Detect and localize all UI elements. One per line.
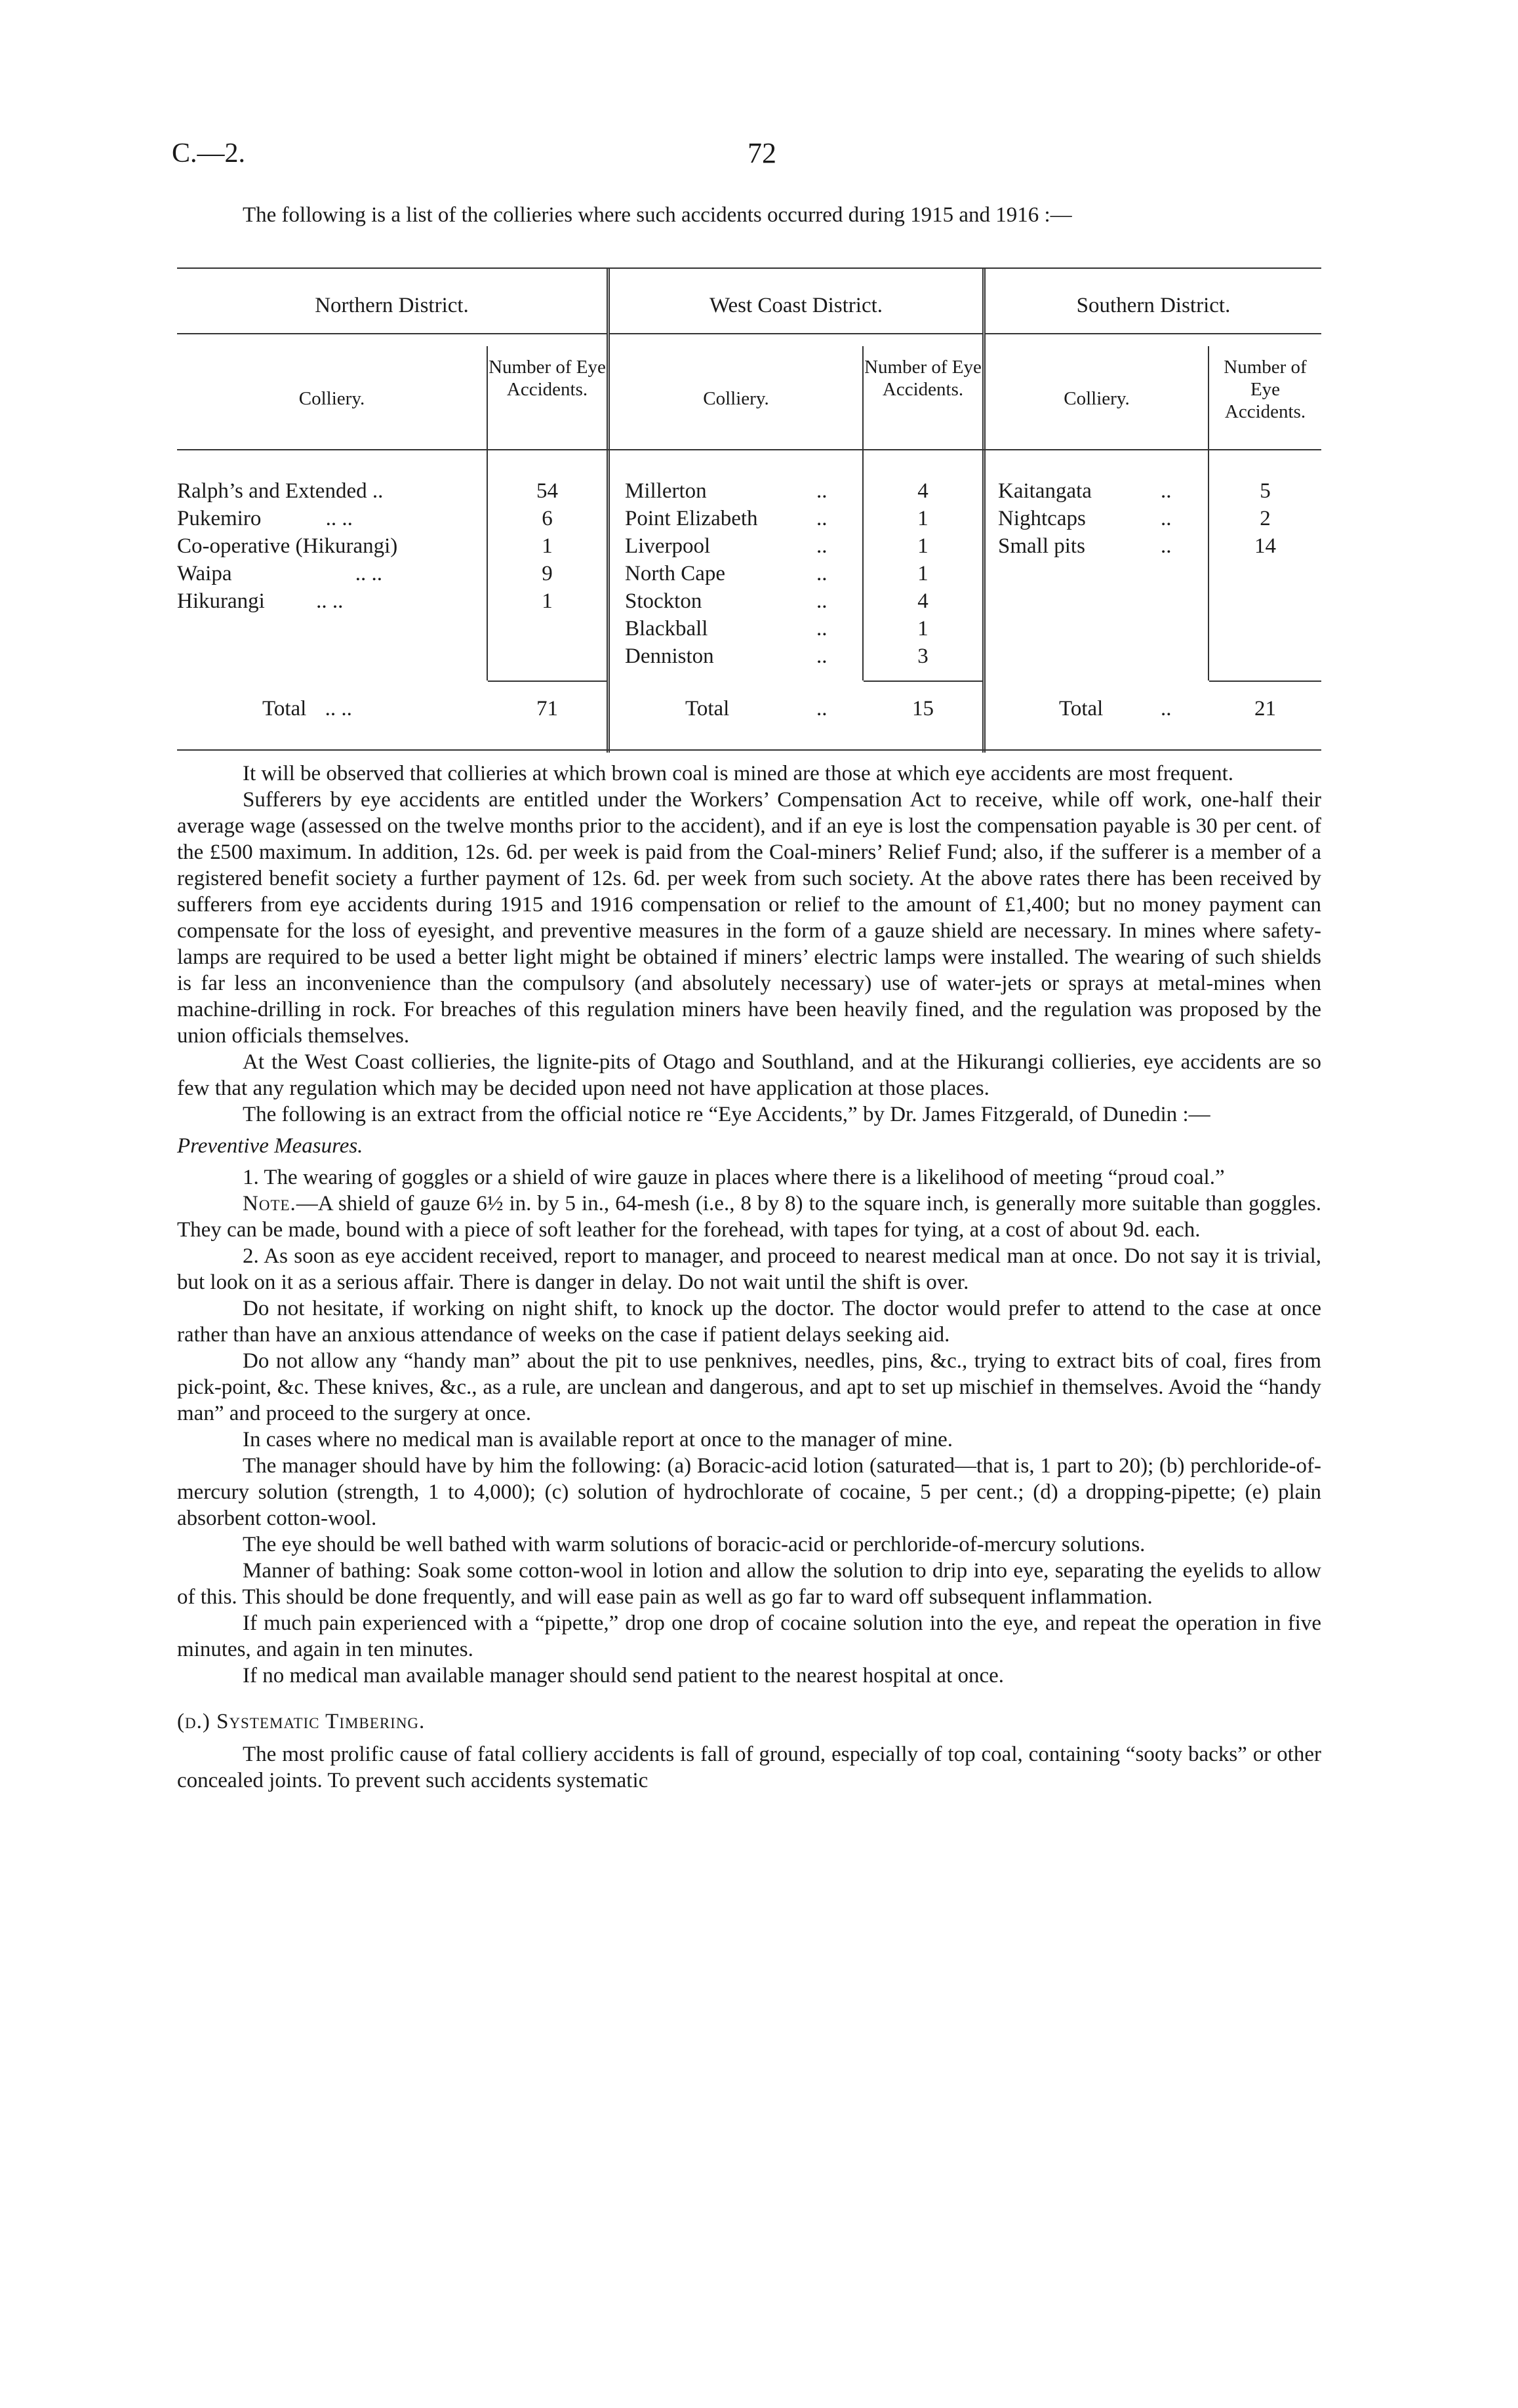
subsection-heading: (d.) Systematic Timbering. bbox=[177, 1710, 426, 1733]
table-row bbox=[177, 532, 487, 560]
paragraph: The most prolific cause of fatal colliery accidents is fall of ground, especially of top coal, containing “sooty backs” or other concealed joints. To prevent such accidents systematic bbox=[177, 1743, 1321, 1792]
paragraph: Manner of bathing: Soak some cotton-wool in lotion and allow the solution to drip into eye, separating the eyelids to allow of this. This should be done frequently, and will ease pain as well as go far to ward off subsequent inflammation. bbox=[177, 1559, 1321, 1609]
column-header-number: Number of Eye Accidents. bbox=[864, 357, 982, 400]
leader-dots: .. bbox=[1161, 534, 1172, 558]
paragraph: The eye should be well bathed with warm solutions of boracic-acid or perchloride-of-mercury solutions. bbox=[243, 1533, 1146, 1556]
total-text: Total bbox=[262, 697, 307, 720]
total-southern: 21 bbox=[1254, 697, 1276, 720]
column-header-colliery: Colliery. bbox=[298, 388, 365, 409]
leader-dots: .. bbox=[816, 507, 828, 530]
accident-count: 2 bbox=[1260, 507, 1271, 530]
colliery-name: Kaitangata bbox=[998, 479, 1092, 503]
district-header-northern: Northern District. bbox=[315, 294, 469, 317]
paragraph: In cases where no medical man is available report at once to the manager of mine. bbox=[243, 1428, 953, 1451]
accident-count: 4 bbox=[917, 589, 929, 613]
paragraph: 2. As soon as eye accident received, report to manager, and proceed to nearest medical man at once. Do not say it is trivial, but look on it as a serious affair. There is danger in delay. Do not wait until the shift is over. bbox=[177, 1244, 1321, 1294]
paragraph: Do not allow any “handy man” about the pit to use penknives, needles, pins, &c., trying to extract bits of coal, fires from pick-point, &c. These knives, &c., as a rule, are unclean and dangerous, and apt to set up mischief in themselves. Avoid the “handy man” and proceed to the surgery at once. bbox=[177, 1349, 1321, 1425]
accident-count: 54 bbox=[536, 479, 558, 503]
accident-count: 1 bbox=[917, 534, 929, 558]
accident-count: 1 bbox=[917, 507, 929, 530]
leader-dots: .. bbox=[816, 589, 828, 613]
paragraph: If much pain experienced with a “pipette,” drop one drop of cocaine solution into the eye, and repeat the operation in five minutes, and again in ten minutes. bbox=[177, 1611, 1321, 1661]
column-header-number: Number of Eye Accidents. bbox=[1224, 357, 1307, 422]
paragraph: Do not hesitate, if working on night shift, to knock up the doctor. The doctor would prefer to attend to the case at once rather than have an anxious attendance of weeks on the case if patient delays seeking aid. bbox=[177, 1297, 1321, 1347]
accident-count: 9 bbox=[542, 562, 553, 585]
accident-count: 1 bbox=[542, 589, 553, 613]
colliery-name: Ralph’s and Extended bbox=[177, 479, 367, 503]
paragraph: The following is an extract from the official notice re “Eye Accidents,” by Dr. James Fitzgerald, of Dunedin :— bbox=[243, 1103, 1210, 1126]
district-header-southern: Southern District. bbox=[1076, 294, 1231, 317]
subheader-rule bbox=[986, 333, 1321, 334]
accident-count: 1 bbox=[542, 534, 553, 558]
paragraph: Sufferers by eye accidents are entitled under the Workers’ Compensation Act to receive, while off work, one-half their average wage (assessed on the twelve months prior to the accident), and if an eye is lost the compensation payable is 30 per cent. of the £500 maximum. In addition, 12s. 6d. per week is paid from the Coal-miners’ Relief Fund; also, if the sufferer is a member of a registered benefit society a further payment of 12s. 6d. per week from such society. At the above rates there has been received by sufferers from eye accidents during 1915 and 1916 compensation or relief to the amount of £1,400; but no money payment can compensate for the loss of eyesight, and preventive measures in the form of a gauze shield are necessary. In mines where safety-lamps are required to be used a better light might be obtained if miners’ electric lamps were installed. The wearing of such shields is far less an inconvenience than the compulsory (and absolutely necessary) use of water-jets or sprays at metal-mines when machine-drilling in rock. For breaches of this regulation miners have been heavily fined, and the regulation was proposed by the union officials themselves. bbox=[177, 788, 1321, 1048]
leader-dots: .. bbox=[816, 644, 828, 668]
total-label: Total bbox=[1059, 697, 1104, 720]
colliery-name: Nightcaps bbox=[998, 507, 1086, 530]
table-top-rule bbox=[177, 267, 1321, 269]
leader-dots: .. bbox=[816, 617, 828, 641]
leader-dots: .. bbox=[1161, 697, 1172, 720]
leader-dots: .. bbox=[1161, 507, 1172, 530]
accident-count: 1 bbox=[917, 562, 929, 585]
colliery-name: Point Elizabeth bbox=[625, 507, 758, 530]
paragraph: If no medical man available manager should send patient to the nearest hospital at once. bbox=[243, 1664, 1005, 1688]
total-rule bbox=[1209, 681, 1321, 682]
leader-dots: .. bbox=[816, 534, 828, 558]
colliery-name: Waipa bbox=[177, 562, 232, 585]
note-label: Note. bbox=[243, 1192, 296, 1215]
total-rule bbox=[488, 681, 607, 682]
leader-dots: .. .. bbox=[316, 589, 344, 613]
leader-dots: .. bbox=[816, 697, 828, 720]
collieries-table bbox=[177, 267, 1321, 753]
column-header-colliery: Colliery. bbox=[1064, 388, 1130, 409]
subheader-rule bbox=[177, 333, 607, 334]
table-row bbox=[177, 560, 487, 587]
body-text bbox=[177, 760, 1321, 1794]
table-row bbox=[177, 477, 487, 505]
total-northern: 71 bbox=[536, 697, 558, 720]
total-label bbox=[262, 695, 352, 722]
note-text: —A shield of gauze 6½ in. by 5 in., 64-mesh (i.e., 8 by 8) to the square inch, is generally more suitable than goggles. They can be made, bound with a piece of soft leather for the forehead, with tapes for tying, at a cost of about 9d. each. bbox=[177, 1192, 1321, 1242]
accident-count: 3 bbox=[917, 644, 929, 668]
leader-dots: .. bbox=[816, 479, 828, 503]
accident-count: 4 bbox=[917, 479, 929, 503]
district-divider bbox=[982, 267, 986, 753]
paragraph: At the West Coast collieries, the lignite-pits of Otago and Southland, and at the Hikurangi collieries, eye accidents are so few that any regulation which may be decided upon need not have application at those places. bbox=[177, 1050, 1321, 1100]
subheader-rule bbox=[610, 333, 982, 334]
colliery-name: Denniston bbox=[625, 644, 714, 668]
page-number: 72 bbox=[748, 137, 776, 169]
table-row bbox=[177, 505, 487, 532]
table-row bbox=[177, 587, 487, 615]
colliery-name: Co-operative (Hikurangi) bbox=[177, 534, 398, 558]
paragraph: The manager should have by him the following: (a) Boracic-acid lotion (saturated—that is, 1 part to 20); (b) perchloride-of-mercury solution (strength, 1 to 4,000); (c) solution of hydrochlorate of cocaine, 5 per cent.; (d) a dropping-pipette; (e) plain absorbent cotton-wool. bbox=[177, 1454, 1321, 1530]
accident-count: 6 bbox=[542, 507, 553, 530]
colliery-name: Small pits bbox=[998, 534, 1085, 558]
note-paragraph bbox=[177, 1191, 1321, 1243]
leader-dots: .. bbox=[372, 479, 384, 503]
colliery-name: Liverpool bbox=[625, 534, 711, 558]
leader-dots: .. bbox=[816, 562, 828, 585]
district-header-west: West Coast District. bbox=[709, 294, 883, 317]
section-heading: Preventive Measures. bbox=[177, 1134, 363, 1158]
intro-paragraph: The following is a list of the collieries where such accidents occurred during 1915 and 1916 :— bbox=[243, 203, 1072, 227]
section-reference: C.—2. bbox=[172, 138, 246, 168]
total-west: 15 bbox=[912, 697, 934, 720]
leader-dots: .. .. bbox=[325, 697, 352, 720]
colliery-name: Hikurangi bbox=[177, 589, 265, 613]
paragraph: It will be observed that collieries at which brown coal is mined are those at which eye accidents are most frequent. bbox=[243, 762, 1234, 785]
colliery-name: Millerton bbox=[625, 479, 707, 503]
accident-count: 14 bbox=[1254, 534, 1276, 558]
table-bottom-rule bbox=[177, 749, 1321, 751]
colliery-name: Pukemiro bbox=[177, 507, 262, 530]
total-label: Total bbox=[685, 697, 730, 720]
leader-dots: .. .. bbox=[355, 562, 382, 585]
header-bottom-rule bbox=[177, 449, 1321, 450]
paragraph: 1. The wearing of goggles or a shield of wire gauze in places where there is a likelihood of meeting “proud coal.” bbox=[243, 1166, 1225, 1189]
district-divider bbox=[607, 267, 610, 753]
total-rule bbox=[864, 681, 982, 682]
column-header-colliery: Colliery. bbox=[703, 388, 769, 409]
leader-dots: .. .. bbox=[325, 507, 353, 530]
colliery-name: North Cape bbox=[625, 562, 726, 585]
leader-dots: .. bbox=[1161, 479, 1172, 503]
colliery-name: Stockton bbox=[625, 589, 702, 613]
accident-count: 5 bbox=[1260, 479, 1271, 503]
column-header-number: Number of Eye Accidents. bbox=[489, 357, 606, 400]
accident-count: 1 bbox=[917, 617, 929, 641]
intro-text bbox=[177, 202, 1321, 228]
colliery-name: Blackball bbox=[625, 617, 708, 641]
